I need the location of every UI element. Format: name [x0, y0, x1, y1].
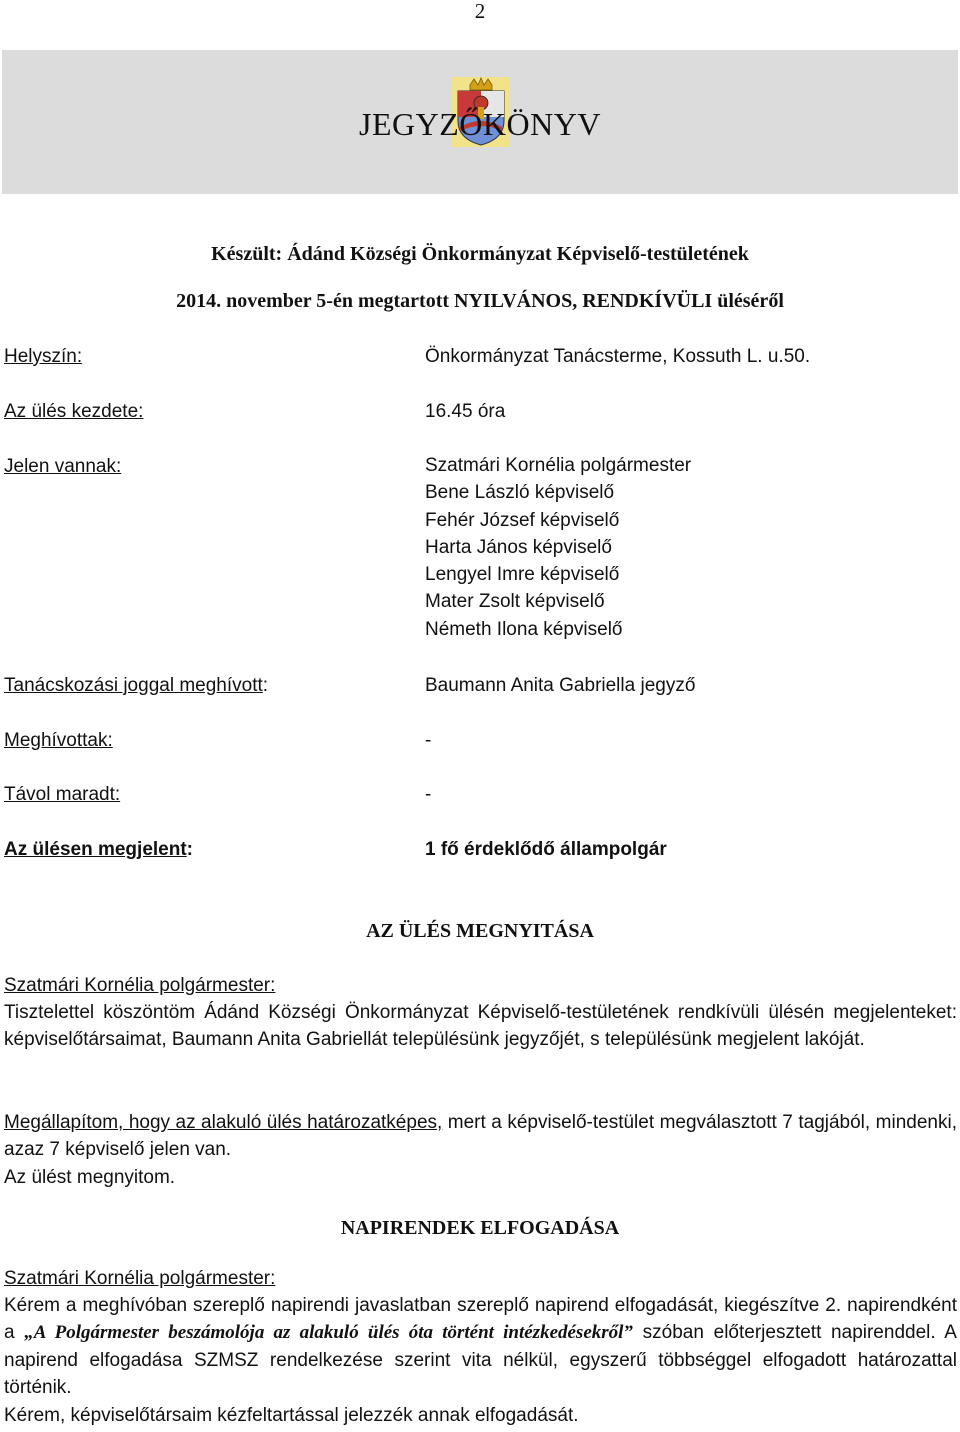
- present-member: Szatmári Kornélia polgármester: [425, 455, 692, 476]
- advisory-label: [4, 674, 268, 698]
- present-label: Jelen vannak:: [4, 456, 122, 477]
- advisory-label-colon: :: [262, 675, 269, 696]
- location-value: Önkormányzat Tanácsterme, Kossuth L. u.50.: [425, 346, 811, 367]
- agenda-text-start: Kérem a meghívóban szereplő napirendi javaslatban szereplő napirend elfogadását, kiegészítve 2. napirendként a: [4, 1295, 957, 1344]
- present-list: [425, 452, 691, 643]
- agenda-paragraph-1: [4, 1292, 957, 1401]
- present-member: Harta János képviselő: [425, 536, 612, 558]
- present-member: Bene László képviselő: [425, 482, 615, 504]
- quorum-statement: Megállapítom, hogy az alakuló ülés határozatképes,: [4, 1112, 443, 1133]
- absent-value: -: [425, 784, 432, 805]
- attendees-label-text: Az ülésen megjelent: [4, 839, 187, 860]
- subtitle-line-2: 2014. november 5-én megtartott NYILVÁNOS, RENDKÍVÜLI üléséről: [176, 290, 784, 312]
- opening-paragraph-2: [4, 1109, 957, 1164]
- opening-paragraph-3: Az ülést megnyitom.: [4, 1167, 176, 1188]
- absent-label: Távol maradt:: [4, 784, 121, 805]
- subtitle-line-1: Készült: Ádánd Községi Önkormányzat Képviselő-testületének: [211, 243, 749, 265]
- present-member: Fehér József képviselő: [425, 509, 620, 531]
- quorum-rest: mert a képviselő-testület megválasztott 7 tagjából, mindenki, azaz 7 képviselő jelen van.: [4, 1112, 957, 1161]
- opening-paragraph-1: Tisztelettel köszöntöm Ádánd Községi Önkormányzat Képviselő-testületének rendkívüli ülésén megjelenteket: képviselőtársaimat, Baumann Anita Gabriellát településünk jegyzőjét, s településünk megjelent lakóját.: [4, 1002, 957, 1051]
- agenda-speaker: Szatmári Kornélia polgármester:: [4, 1268, 276, 1289]
- agenda-text-end: szóban előterjesztett napirenddel. A napirend elfogadása SZMSZ rendelkezése szerint vita nélkül, egyszerű többséggel elfogadott határozattal történik.: [4, 1322, 957, 1398]
- present-member: Mater Zsolt képviselő: [425, 591, 605, 613]
- attendees-value: 1 fő érdeklődő állampolgár: [425, 839, 667, 860]
- start-time-label: Az ülés kezdete:: [4, 401, 144, 422]
- invited-value: -: [425, 730, 432, 751]
- agenda-paragraph-2: Kérem, képviselőtársaim kézfeltartással jelezzék annak elfogadását.: [4, 1405, 579, 1426]
- advisory-value: Baumann Anita Gabriella jegyző: [425, 675, 696, 696]
- present-member: Németh Ilona képviselő: [425, 618, 623, 640]
- start-time-value: 16.45 óra: [425, 401, 506, 422]
- opening-heading: AZ ÜLÉS MEGNYITÁSA: [366, 920, 594, 942]
- advisory-label-text: Tanácskozási joggal meghívott: [4, 675, 263, 696]
- opening-speaker: Szatmári Kornélia polgármester:: [4, 975, 276, 996]
- attendees-label: [4, 838, 193, 862]
- page-number: 2: [474, 0, 486, 23]
- present-member: Lengyel Imre képviselő: [425, 564, 620, 586]
- agenda-heading: NAPIRENDEK ELFOGADÁSA: [340, 1217, 620, 1239]
- attendees-label-colon: :: [186, 839, 193, 860]
- agenda-quote: „A Polgármester beszámolója az alakuló ülés óta történt intézkedésekről”: [24, 1322, 633, 1344]
- invited-label: Meghívottak:: [4, 730, 113, 751]
- location-label: Helyszín:: [4, 346, 83, 367]
- document-title: JEGYZŐKÖNYV: [359, 106, 601, 142]
